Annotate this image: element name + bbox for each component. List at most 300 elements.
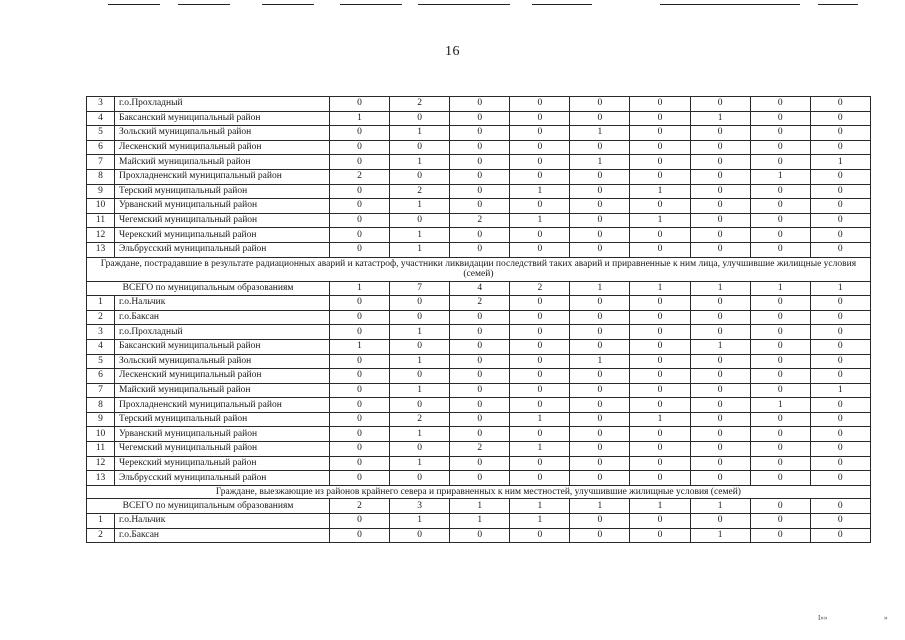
- value-cell: 0: [570, 383, 630, 398]
- municipality-name: Зольский муниципальный район: [115, 126, 330, 141]
- value-cell: 1: [570, 354, 630, 369]
- value-cell: 0: [750, 412, 810, 427]
- total-value: 1: [690, 499, 750, 514]
- value-cell: 1: [390, 126, 450, 141]
- table-row: [87, 398, 871, 413]
- value-cell: 1: [690, 339, 750, 354]
- value-cell: 0: [750, 442, 810, 457]
- value-cell: 0: [570, 228, 630, 243]
- table-row: [87, 442, 871, 457]
- value-cell: 0: [510, 155, 570, 170]
- row-number: 7: [87, 383, 115, 398]
- value-cell: 0: [510, 325, 570, 340]
- value-cell: 0: [450, 310, 510, 325]
- table-row: [87, 126, 871, 141]
- value-cell: 0: [570, 213, 630, 228]
- row-number: 1: [87, 513, 115, 528]
- municipality-name: г.о.Баксан: [115, 528, 330, 543]
- row-number: 2: [87, 528, 115, 543]
- footer-mark: »: [884, 614, 888, 622]
- value-cell: 0: [570, 310, 630, 325]
- value-cell: 0: [750, 456, 810, 471]
- value-cell: 0: [570, 513, 630, 528]
- value-cell: 0: [690, 242, 750, 257]
- section-header-row: [87, 485, 871, 499]
- value-cell: 0: [630, 383, 690, 398]
- value-cell: 0: [750, 383, 810, 398]
- value-cell: 0: [690, 228, 750, 243]
- municipality-name: Урванский муниципальный район: [115, 199, 330, 214]
- value-cell: 0: [570, 111, 630, 126]
- value-cell: 0: [570, 427, 630, 442]
- value-cell: 0: [450, 456, 510, 471]
- value-cell: 0: [330, 242, 390, 257]
- value-cell: 1: [810, 383, 870, 398]
- table-row: [87, 140, 871, 155]
- value-cell: 0: [810, 228, 870, 243]
- value-cell: 1: [690, 111, 750, 126]
- value-cell: 0: [570, 528, 630, 543]
- value-cell: 0: [390, 310, 450, 325]
- value-cell: 0: [810, 126, 870, 141]
- value-cell: 0: [630, 427, 690, 442]
- municipality-name: Майский муниципальный район: [115, 383, 330, 398]
- municipality-name: г.о.Прохладный: [115, 325, 330, 340]
- value-cell: 0: [450, 369, 510, 384]
- value-cell: 0: [690, 184, 750, 199]
- value-cell: 0: [690, 354, 750, 369]
- value-cell: 0: [570, 412, 630, 427]
- total-row: [87, 499, 871, 514]
- row-number: 13: [87, 471, 115, 486]
- total-value: 1: [570, 281, 630, 296]
- total-row: [87, 281, 871, 296]
- value-cell: 0: [810, 427, 870, 442]
- value-cell: 0: [630, 325, 690, 340]
- value-cell: 0: [450, 169, 510, 184]
- municipality-name: Чегемский муниципальный район: [115, 442, 330, 457]
- footer-mark: I»»: [818, 614, 828, 622]
- value-cell: 0: [810, 184, 870, 199]
- value-cell: 0: [330, 97, 390, 112]
- total-label: ВСЕГО по муниципальным образованиям: [87, 281, 330, 296]
- value-cell: 0: [750, 126, 810, 141]
- table-row: [87, 97, 871, 112]
- value-cell: 0: [450, 126, 510, 141]
- value-cell: 0: [330, 354, 390, 369]
- value-cell: 0: [630, 310, 690, 325]
- value-cell: 0: [450, 111, 510, 126]
- total-value: 4: [450, 281, 510, 296]
- value-cell: 0: [810, 97, 870, 112]
- value-cell: 0: [750, 427, 810, 442]
- value-cell: 0: [690, 325, 750, 340]
- value-cell: 0: [570, 184, 630, 199]
- value-cell: 1: [390, 456, 450, 471]
- value-cell: 2: [330, 169, 390, 184]
- table-row: [87, 456, 871, 471]
- total-value: 1: [450, 499, 510, 514]
- value-cell: 0: [450, 412, 510, 427]
- total-value: 3: [390, 499, 450, 514]
- value-cell: 0: [570, 398, 630, 413]
- value-cell: 0: [630, 155, 690, 170]
- value-cell: 0: [630, 398, 690, 413]
- value-cell: 0: [510, 528, 570, 543]
- row-number: 2: [87, 310, 115, 325]
- value-cell: 0: [750, 528, 810, 543]
- value-cell: 0: [750, 339, 810, 354]
- value-cell: 1: [630, 184, 690, 199]
- value-cell: 0: [510, 169, 570, 184]
- value-cell: 0: [810, 339, 870, 354]
- value-cell: 0: [690, 442, 750, 457]
- value-cell: 0: [750, 369, 810, 384]
- municipality-name: г.о.Баксан: [115, 310, 330, 325]
- value-cell: 0: [750, 228, 810, 243]
- value-cell: 1: [810, 155, 870, 170]
- value-cell: 0: [570, 442, 630, 457]
- value-cell: 0: [450, 528, 510, 543]
- value-cell: 0: [330, 456, 390, 471]
- row-number: 3: [87, 325, 115, 340]
- value-cell: 2: [450, 296, 510, 311]
- value-cell: 1: [570, 126, 630, 141]
- row-number: 8: [87, 398, 115, 413]
- total-value: 0: [810, 499, 870, 514]
- value-cell: 0: [630, 528, 690, 543]
- value-cell: 0: [690, 369, 750, 384]
- value-cell: 1: [390, 228, 450, 243]
- municipality-name: Баксанский муниципальный район: [115, 339, 330, 354]
- value-cell: 0: [330, 325, 390, 340]
- row-number: 9: [87, 184, 115, 199]
- total-value: 1: [330, 281, 390, 296]
- value-cell: 0: [630, 354, 690, 369]
- value-cell: 0: [810, 456, 870, 471]
- value-cell: 0: [750, 354, 810, 369]
- value-cell: 0: [750, 184, 810, 199]
- value-cell: 0: [570, 369, 630, 384]
- value-cell: 0: [390, 528, 450, 543]
- value-cell: 0: [810, 398, 870, 413]
- value-cell: 0: [690, 126, 750, 141]
- total-value: 2: [510, 281, 570, 296]
- value-cell: 0: [330, 184, 390, 199]
- value-cell: 0: [510, 456, 570, 471]
- value-cell: 1: [390, 242, 450, 257]
- value-cell: 0: [450, 184, 510, 199]
- value-cell: 0: [690, 456, 750, 471]
- value-cell: 1: [570, 155, 630, 170]
- value-cell: 0: [630, 126, 690, 141]
- total-value: 1: [510, 499, 570, 514]
- value-cell: 0: [750, 471, 810, 486]
- housing-statistics-table: [86, 96, 871, 543]
- value-cell: 1: [510, 184, 570, 199]
- value-cell: 0: [330, 412, 390, 427]
- value-cell: 0: [690, 398, 750, 413]
- value-cell: 0: [810, 412, 870, 427]
- value-cell: 0: [630, 169, 690, 184]
- value-cell: 0: [510, 199, 570, 214]
- value-cell: 0: [450, 155, 510, 170]
- total-value: 2: [330, 499, 390, 514]
- municipality-name: г.о.Нальчик: [115, 296, 330, 311]
- value-cell: 0: [450, 339, 510, 354]
- value-cell: 0: [750, 97, 810, 112]
- value-cell: 0: [810, 325, 870, 340]
- value-cell: 0: [450, 354, 510, 369]
- table-row: [87, 513, 871, 528]
- value-cell: 2: [390, 184, 450, 199]
- value-cell: 0: [630, 471, 690, 486]
- value-cell: 0: [330, 528, 390, 543]
- value-cell: 0: [390, 140, 450, 155]
- value-cell: 0: [690, 412, 750, 427]
- municipality-name: Урванский муниципальный район: [115, 427, 330, 442]
- value-cell: 0: [330, 398, 390, 413]
- total-value: 1: [750, 281, 810, 296]
- table-row: [87, 354, 871, 369]
- value-cell: 0: [570, 242, 630, 257]
- value-cell: 0: [510, 111, 570, 126]
- value-cell: 1: [330, 339, 390, 354]
- value-cell: 0: [390, 111, 450, 126]
- total-value: 1: [630, 281, 690, 296]
- municipality-name: Лескенский муниципальный район: [115, 140, 330, 155]
- row-number: 5: [87, 354, 115, 369]
- value-cell: 0: [510, 296, 570, 311]
- value-cell: 0: [570, 339, 630, 354]
- row-number: 13: [87, 242, 115, 257]
- value-cell: 0: [570, 140, 630, 155]
- value-cell: 0: [750, 325, 810, 340]
- value-cell: 0: [330, 199, 390, 214]
- row-number: 10: [87, 199, 115, 214]
- table-body: [87, 97, 871, 543]
- value-cell: 0: [630, 97, 690, 112]
- value-cell: 0: [510, 228, 570, 243]
- row-number: 4: [87, 339, 115, 354]
- municipality-name: Лескенский муниципальный район: [115, 369, 330, 384]
- municipality-name: Терский муниципальный район: [115, 184, 330, 199]
- value-cell: 0: [630, 442, 690, 457]
- table-row: [87, 228, 871, 243]
- value-cell: 0: [390, 169, 450, 184]
- value-cell: 0: [330, 126, 390, 141]
- table-row: [87, 169, 871, 184]
- value-cell: 2: [390, 412, 450, 427]
- value-cell: 0: [510, 126, 570, 141]
- value-cell: 0: [810, 513, 870, 528]
- value-cell: 0: [570, 97, 630, 112]
- value-cell: 0: [690, 97, 750, 112]
- value-cell: 0: [810, 242, 870, 257]
- value-cell: 0: [450, 199, 510, 214]
- value-cell: 0: [750, 155, 810, 170]
- municipality-name: Прохладненский муниципальный район: [115, 169, 330, 184]
- value-cell: 0: [690, 471, 750, 486]
- value-cell: 0: [630, 513, 690, 528]
- value-cell: 0: [510, 339, 570, 354]
- value-cell: 0: [510, 140, 570, 155]
- table-row: [87, 199, 871, 214]
- table-row: [87, 325, 871, 340]
- value-cell: 0: [810, 310, 870, 325]
- value-cell: 0: [330, 228, 390, 243]
- table-row: [87, 155, 871, 170]
- value-cell: 0: [630, 228, 690, 243]
- value-cell: 0: [330, 213, 390, 228]
- value-cell: 0: [810, 169, 870, 184]
- value-cell: 0: [570, 325, 630, 340]
- value-cell: 0: [750, 111, 810, 126]
- value-cell: 1: [450, 513, 510, 528]
- value-cell: 0: [390, 213, 450, 228]
- value-cell: 0: [450, 228, 510, 243]
- value-cell: 2: [450, 213, 510, 228]
- value-cell: 1: [390, 199, 450, 214]
- table-row: [87, 471, 871, 486]
- value-cell: 0: [570, 471, 630, 486]
- value-cell: 0: [750, 310, 810, 325]
- row-number: 4: [87, 111, 115, 126]
- table-row: [87, 528, 871, 543]
- value-cell: 0: [750, 513, 810, 528]
- value-cell: 0: [510, 242, 570, 257]
- value-cell: 0: [630, 339, 690, 354]
- value-cell: 0: [630, 369, 690, 384]
- total-value: 0: [750, 499, 810, 514]
- value-cell: 1: [390, 427, 450, 442]
- value-cell: 1: [510, 442, 570, 457]
- table-row: [87, 111, 871, 126]
- total-value: 1: [570, 499, 630, 514]
- value-cell: 0: [810, 213, 870, 228]
- row-number: 8: [87, 169, 115, 184]
- row-number: 12: [87, 228, 115, 243]
- value-cell: 0: [330, 369, 390, 384]
- value-cell: 0: [690, 140, 750, 155]
- value-cell: 0: [630, 111, 690, 126]
- value-cell: 0: [630, 456, 690, 471]
- value-cell: 1: [750, 398, 810, 413]
- municipality-name: Терский муниципальный район: [115, 412, 330, 427]
- value-cell: 0: [750, 296, 810, 311]
- row-number: 1: [87, 296, 115, 311]
- value-cell: 0: [630, 242, 690, 257]
- value-cell: 0: [510, 427, 570, 442]
- value-cell: 0: [330, 442, 390, 457]
- row-number: 6: [87, 369, 115, 384]
- value-cell: 1: [390, 155, 450, 170]
- municipality-name: г.о.Прохладный: [115, 97, 330, 112]
- table-row: [87, 369, 871, 384]
- value-cell: 0: [450, 398, 510, 413]
- value-cell: 0: [330, 310, 390, 325]
- row-number: 9: [87, 412, 115, 427]
- value-cell: 0: [510, 471, 570, 486]
- value-cell: 0: [630, 296, 690, 311]
- value-cell: 0: [510, 383, 570, 398]
- value-cell: 0: [510, 97, 570, 112]
- row-number: 5: [87, 126, 115, 141]
- value-cell: 1: [510, 412, 570, 427]
- municipality-name: Чегемский муниципальный район: [115, 213, 330, 228]
- value-cell: 0: [450, 325, 510, 340]
- value-cell: 1: [330, 111, 390, 126]
- value-cell: 0: [510, 354, 570, 369]
- value-cell: 0: [570, 296, 630, 311]
- row-number: 12: [87, 456, 115, 471]
- value-cell: 1: [390, 383, 450, 398]
- value-cell: 0: [450, 97, 510, 112]
- value-cell: 0: [690, 310, 750, 325]
- value-cell: 0: [810, 471, 870, 486]
- value-cell: 0: [690, 383, 750, 398]
- municipality-name: Прохладненский муниципальный район: [115, 398, 330, 413]
- table-row: [87, 427, 871, 442]
- value-cell: 0: [810, 369, 870, 384]
- total-value: 1: [810, 281, 870, 296]
- value-cell: 0: [690, 199, 750, 214]
- value-cell: 0: [810, 442, 870, 457]
- value-cell: 0: [750, 242, 810, 257]
- value-cell: 0: [690, 296, 750, 311]
- total-value: 1: [690, 281, 750, 296]
- value-cell: 0: [450, 242, 510, 257]
- row-number: 10: [87, 427, 115, 442]
- value-cell: 0: [810, 111, 870, 126]
- table-row: [87, 412, 871, 427]
- row-number: 11: [87, 213, 115, 228]
- table-row: [87, 213, 871, 228]
- value-cell: 0: [570, 169, 630, 184]
- value-cell: 1: [690, 528, 750, 543]
- value-cell: 0: [810, 199, 870, 214]
- value-cell: 0: [690, 513, 750, 528]
- value-cell: 0: [690, 155, 750, 170]
- section-title: Граждане, выезжающие из районов крайнего севера и приравненных к ним местностей, улучшившие жилищные условия (семей): [87, 485, 871, 499]
- municipality-name: Эльбрусский муниципальный район: [115, 242, 330, 257]
- page-number: 16: [445, 44, 460, 59]
- section-header-row: [87, 257, 871, 281]
- row-number: 6: [87, 140, 115, 155]
- value-cell: 0: [330, 427, 390, 442]
- value-cell: 0: [450, 427, 510, 442]
- value-cell: 0: [330, 296, 390, 311]
- value-cell: 0: [330, 383, 390, 398]
- value-cell: 0: [810, 354, 870, 369]
- row-number: 3: [87, 97, 115, 112]
- municipality-name: Майский муниципальный район: [115, 155, 330, 170]
- table-row: [87, 184, 871, 199]
- value-cell: 1: [390, 354, 450, 369]
- value-cell: 0: [450, 140, 510, 155]
- municipality-name: Черекский муниципальный район: [115, 456, 330, 471]
- total-value: 7: [390, 281, 450, 296]
- total-label: ВСЕГО по муниципальным образованиям: [87, 499, 330, 514]
- value-cell: 2: [450, 442, 510, 457]
- value-cell: 0: [390, 442, 450, 457]
- table-row: [87, 242, 871, 257]
- municipality-name: Зольский муниципальный район: [115, 354, 330, 369]
- value-cell: 0: [810, 528, 870, 543]
- value-cell: 0: [690, 427, 750, 442]
- row-number: 11: [87, 442, 115, 457]
- value-cell: 0: [750, 199, 810, 214]
